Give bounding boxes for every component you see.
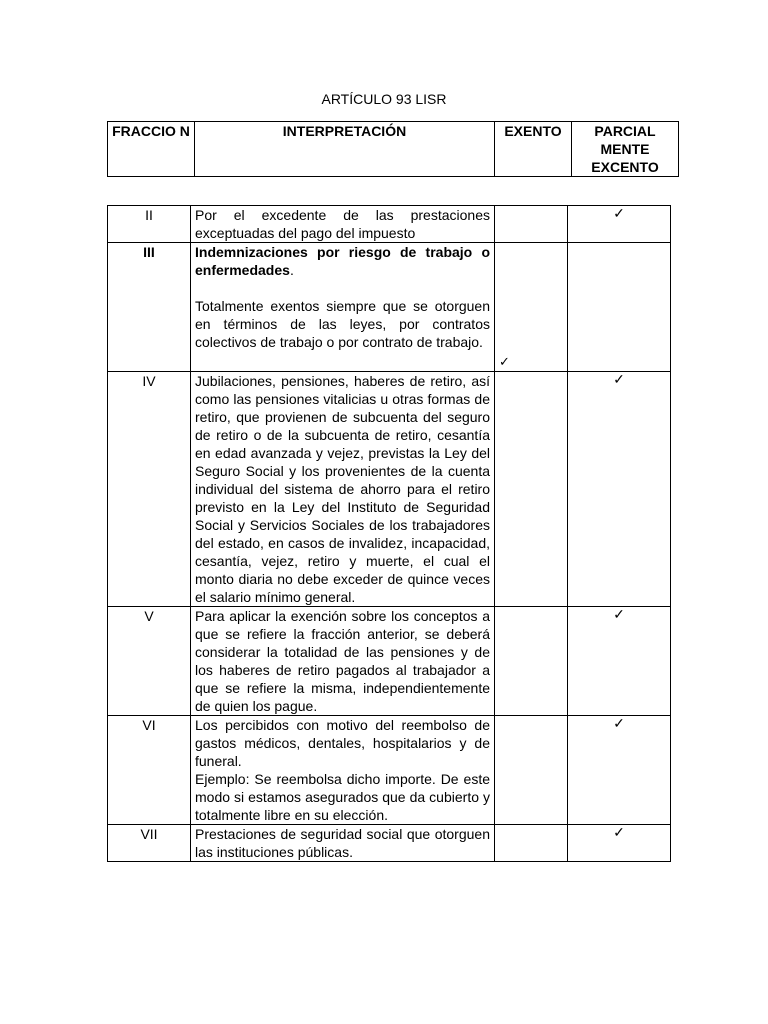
table-row-vii [108, 825, 671, 862]
exento-cell [495, 825, 568, 862]
exento-cell [495, 607, 568, 716]
document-title: ARTÍCULO 93 LISR [321, 91, 447, 107]
check-icon: ✓ [613, 606, 625, 622]
exento-cell [495, 372, 568, 607]
interpretacion-cell: Por el excedente de las prestaciones exceptuadas del pago del impuesto [191, 206, 495, 243]
check-icon: ✓ [499, 354, 510, 369]
parcial-cell [568, 607, 671, 716]
header-parcialmente-exento: PARCIAL MENTE EXCENTO [572, 122, 679, 177]
table-row-iv [108, 372, 671, 607]
interpretacion-cell: Prestaciones de seguridad social que otorguen las instituciones públicas. [191, 825, 495, 862]
parcial-cell [568, 372, 671, 607]
check-icon: ✓ [613, 715, 625, 731]
table-row-ii [108, 206, 671, 243]
interpretacion-text: Los percibidos con motivo del reembolso de gastos médicos, dentales, hospitalarios y de funeral. [195, 717, 490, 769]
exento-cell [495, 716, 568, 825]
check-icon: ✓ [613, 371, 625, 387]
fraccion-cell: V [108, 607, 191, 716]
table-row-v [108, 607, 671, 716]
interpretacion-text: Totalmente exentos siempre que se otorguen en términos de las leyes, por contratos colectivos de trabajo o por contrato de trabajo. [195, 298, 490, 350]
fraccion-cell: III [108, 243, 191, 372]
interpretacion-cell [191, 243, 495, 372]
interpretacion-cell: Jubilaciones, pensiones, haberes de retiro, así como las pensiones vitalicias u otras formas de retiro, que provienen de subcuenta del seguro de retiro o de la subcuenta de retiro, cesantía en edad avanzada y vejez, previstas la Ley del Seguro Social y los provenientes de la cuenta individual del sistema de ahorro para el retiro previsto en la Ley del Instituto de Seguridad Social y Servicios Sociales de los trabajadores del estado, en casos de invalidez, incapacidad, cesantía, vejez, retiro y muerte, el cual el monto diaria no debe exceder de quince veces el salario mínimo general. [191, 372, 495, 607]
table-row-iii [108, 243, 671, 372]
interpretacion-cell [191, 716, 495, 825]
interpretacion-cell: Para aplicar la exención sobre los conceptos a que se refiere la fracción anterior, se deberá considerar la totalidad de las pensiones y de los haberes de retiro pagados al trabajador a que se refiere la misma, independientemente de quien los pague. [191, 607, 495, 716]
exento-cell [495, 243, 568, 372]
parcial-cell [568, 206, 671, 243]
header-interpretacion: INTERPRETACIÓN [195, 122, 495, 177]
fraccion-cell: VII [108, 825, 191, 862]
header-fraccion: FRACCIO N [108, 122, 195, 177]
parcial-cell [568, 716, 671, 825]
fraccion-cell: VI [108, 716, 191, 825]
parcial-cell [568, 825, 671, 862]
interpretacion-heading: Indemnizaciones por riesgo de trabajo o enfermedades. [195, 244, 490, 278]
interpretacion-example: Ejemplo: Se reembolsa dicho importe. De este modo si estamos asegurados que da cubierto y totalmente libre en su elección. [195, 771, 490, 823]
header-exento: EXENTO [495, 122, 572, 177]
fraccion-cell: IV [108, 372, 191, 607]
parcial-cell [568, 243, 671, 372]
table-row-vi [108, 716, 671, 825]
check-icon: ✓ [613, 824, 625, 840]
exento-cell [495, 206, 568, 243]
fracciones-table [107, 205, 671, 862]
check-icon: ✓ [613, 205, 625, 221]
fraccion-cell: II [108, 206, 191, 243]
header-table [107, 121, 679, 177]
